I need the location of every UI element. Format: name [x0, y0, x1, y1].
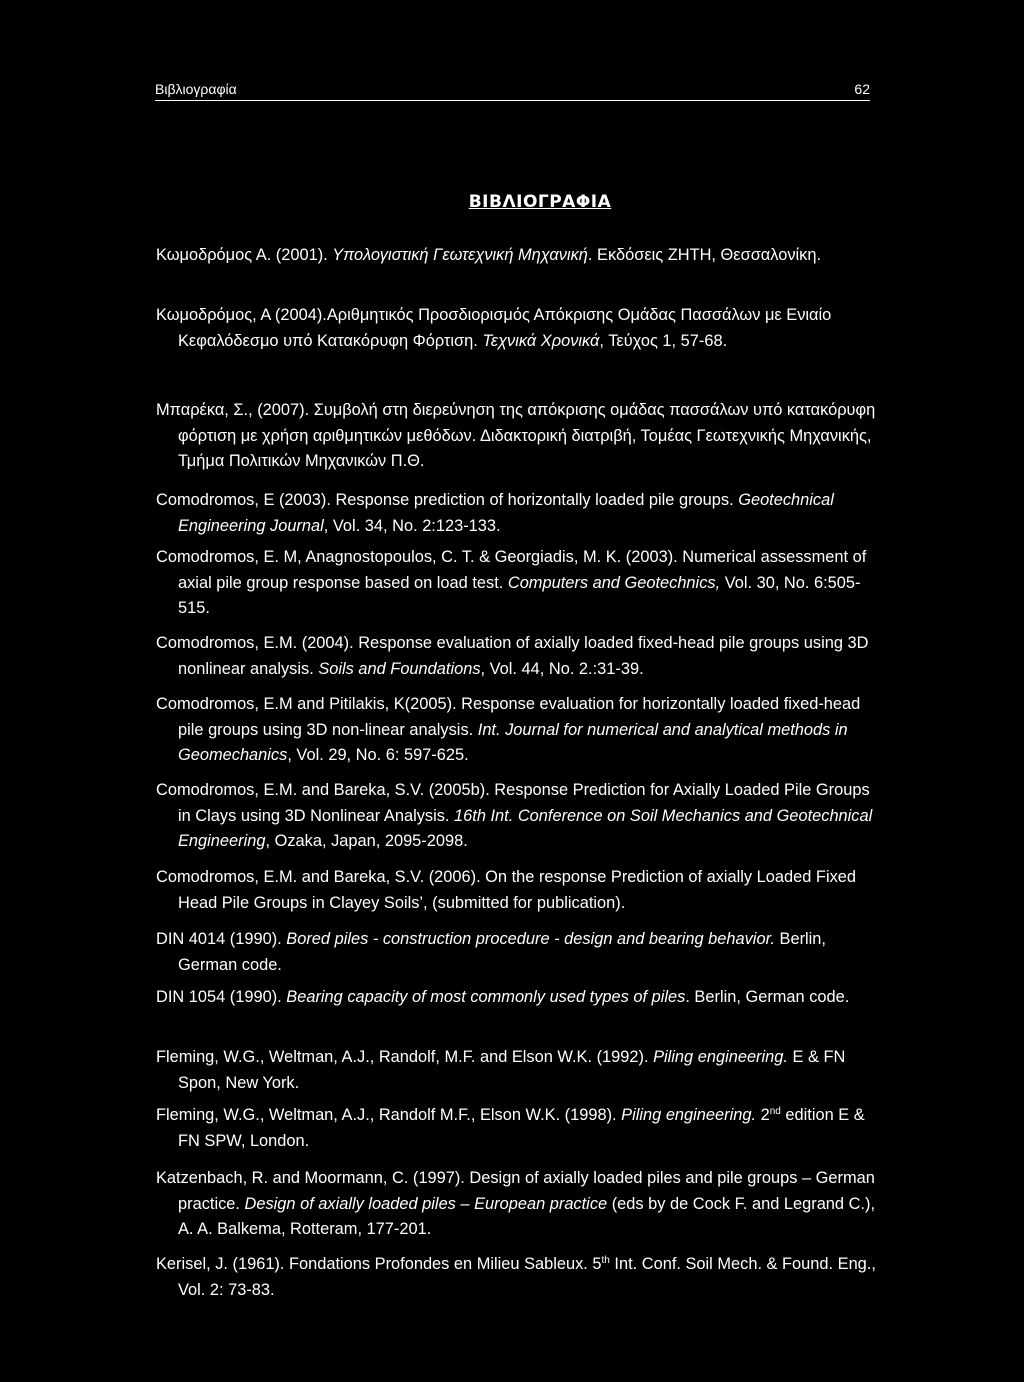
reference-italic-text: Geotechnical Engineering Journal [178, 491, 834, 535]
reference-italic-text: Design of axially loaded piles – European practice [244, 1194, 608, 1213]
page-title: ΒΙΒΛΙΟΓΡΑΦΙΑ [468, 192, 612, 212]
reference-text: Fleming, W.G., Weltman, A.J., Randolf, M.F. and Elson W.K. (1992). [156, 1048, 654, 1066]
reference-item [156, 631, 878, 682]
reference-item [156, 927, 878, 978]
reference-item [156, 1045, 878, 1096]
reference-italic-text: Bored piles - construction procedure - design and bearing behavior. [286, 930, 775, 948]
reference-text: , Ozaka, Japan, 2095-2098. [265, 832, 468, 850]
reference-text: Comodromos, E.M. and Bareka, S.V. (2006). On the response Prediction of axially Loaded Fixed Head Pile Groups in Clayey Soils’, (submitted for publication). [156, 868, 857, 912]
reference-item [156, 778, 878, 855]
reference-text: . Berlin, German code. [685, 988, 850, 1006]
reference-text: Katzenbach, R. and Moormann, C. (1997). Design of axially loaded piles and pile groups – German practice. [156, 1169, 875, 1213]
reference-text: Comodromos, E.M and Pitilakis, K(2005). Response evaluation for horizontally loaded fixed-head pile groups using 3D non-linear analysis. [156, 695, 861, 739]
reference-text: Fleming, W.G., Weltman, A.J., Randolf M.F., Elson W.K. (1998). [156, 1106, 622, 1124]
section-label: Βιβλιογραφία [155, 81, 237, 97]
reference-text: Comodromos, E. M, Anagnostopoulos, C. T. & Georgiadis, M. K. (2003). Numerical assessment of axial pile group response based on load test. [156, 548, 867, 592]
page-number: 62 [854, 81, 870, 97]
reference-text: E & FN Spon, New York. [178, 1048, 846, 1092]
reference-item [156, 692, 878, 769]
reference-text: edition E & FN SPW, London. [178, 1106, 865, 1150]
reference-text: DIN 4014 (1990). [156, 930, 287, 948]
reference-item [156, 865, 878, 916]
reference-text: , Vol. 44, No. 2.:31-39. [480, 659, 644, 678]
reference-text: Comodromos, E.M. (2004). Response evaluation of axially loaded fixed-head pile groups using 3D nonlinear analysis. [156, 634, 869, 678]
reference-italic-text: Soils and Foundations [318, 659, 481, 678]
reference-text: . Εκδόσεις ΖΗΤΗ, Θεσσαλονίκη. [587, 246, 822, 264]
reference-item [156, 243, 878, 269]
reference-italic-text: Piling engineering. [621, 1106, 757, 1124]
reference-text: Μπαρέκα, Σ., (2007). Συμβολή στη διερεύνηση της απόκρισης ομάδας πασσάλων υπό κατακόρυφη φόρτιση με χρήση αριθμητικών μεθόδων. Διδακτορική διατριβή, Τομέας Γεωτεχνικής Μηχανικής, Τμήμα Πολιτικών Μηχανικών Π.Θ. [156, 401, 876, 470]
reference-text: Vol. 30, No. 6:505-515. [178, 573, 861, 617]
reference-text: 2 [756, 1106, 770, 1124]
reference-text: Comodromos, E (2003). Response prediction of horizontally loaded pile groups. [156, 491, 739, 509]
reference-text: DIN 1054 (1990). [156, 988, 287, 1006]
reference-italic-text: Computers and Geotechnics, [507, 573, 721, 592]
reference-text: Berlin, German code. [178, 930, 826, 974]
running-header [155, 80, 870, 101]
reference-item [156, 303, 878, 354]
reference-text: , Vol. 29, No. 6: 597-625. [287, 746, 469, 764]
reference-item [156, 1166, 878, 1243]
reference-italic-text: Int. Journal for numerical and analytical methods in Geomechanics [178, 720, 848, 764]
reference-item [156, 1103, 878, 1154]
reference-text: Kerisel, J. (1961). Fondations Profondes en Milieu Sableux. 5 [156, 1255, 602, 1273]
reference-text: Int. Conf. Soil Mech. & Found. Eng., Vol. 2: 73-83. [178, 1255, 876, 1299]
reference-superscript: nd [769, 1106, 781, 1117]
reference-italic-text: Τεχνικά Χρονικά [482, 331, 600, 350]
reference-text: Κωμοδρόμος Α. (2001). [156, 246, 333, 264]
reference-italic-text: Bearing capacity of most commonly used types of piles [286, 988, 686, 1006]
reference-italic-text: 16th Int. Conference on Soil Mechanics and Geotechnical Engineering [178, 806, 873, 850]
reference-text: , Vol. 34, No. 2:123-133. [323, 516, 501, 535]
reference-italic-text: Υπολογιστική Γεωτεχνική Μηχανική [332, 246, 588, 264]
reference-item [156, 1252, 878, 1303]
reference-item [156, 545, 878, 622]
reference-italic-text: Piling engineering. [653, 1048, 788, 1066]
reference-item [156, 398, 878, 475]
reference-text: Κωμοδρόμος, Α (2004).Αριθμητικός Προσδιορισμός Απόκρισης Ομάδας Πασσάλων με Ενιαίο Κεφαλόδεσμο υπό Κατακόρυφη Φόρτιση. [156, 306, 832, 350]
reference-item [156, 488, 878, 539]
reference-text: Comodromos, E.M. and Bareka, S.V. (2005b). Response Prediction for Axially Loaded Pile Groups in Clays using 3D Nonlinear Analysis. [156, 781, 870, 825]
reference-text: , Τεύχος 1, 57-68. [599, 331, 728, 350]
reference-item [156, 985, 878, 1011]
reference-text: (eds by de Cock F. and Legrand C.), A. A. Balkema, Rotteram, 177-201. [178, 1194, 875, 1238]
reference-superscript: th [601, 1255, 610, 1266]
